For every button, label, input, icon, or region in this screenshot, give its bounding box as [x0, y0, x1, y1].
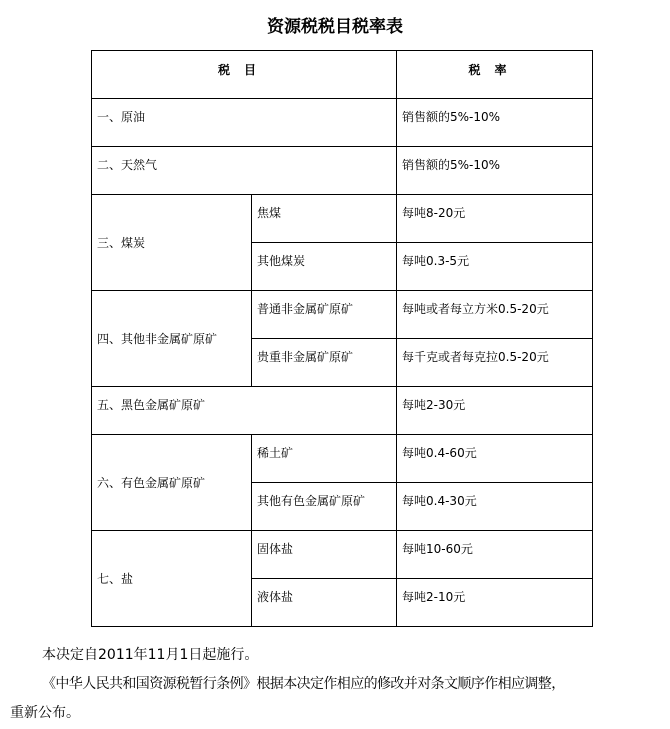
republish-paragraph: 重新公布。	[10, 705, 80, 721]
item-cell	[92, 99, 397, 147]
rate-cell	[397, 483, 593, 531]
item-cell	[92, 435, 252, 531]
item-label: 三、煤炭	[97, 235, 146, 250]
rate-label: 每吨2-10元	[402, 590, 466, 604]
subitem-label: 稀土矿	[257, 446, 294, 460]
rate-cell	[397, 531, 593, 579]
rate-cell	[397, 435, 593, 483]
item-label: 二、天然气	[97, 158, 158, 172]
rate-label: 每吨0.3-5元	[402, 254, 470, 268]
item-cell	[92, 531, 252, 627]
table-row	[92, 435, 593, 483]
subitem-label: 其他有色金属矿原矿	[257, 494, 366, 508]
subitem-cell	[252, 435, 397, 483]
subitem-label: 贵重非金属矿原矿	[257, 350, 354, 364]
table-row	[92, 387, 593, 435]
item-label: 七、盐	[97, 571, 134, 586]
rate-label: 每吨10-60元	[402, 542, 473, 556]
subitem-cell	[252, 483, 397, 531]
rate-label: 每千克或者每克拉0.5-20元	[402, 350, 549, 364]
item-cell	[92, 195, 252, 291]
item-label: 六、有色金属矿原矿	[97, 475, 206, 490]
rate-label: 每吨2-30元	[402, 398, 466, 412]
rate-cell	[397, 291, 593, 339]
rate-label: 每吨0.4-30元	[402, 494, 477, 508]
subitem-label: 其他煤炭	[257, 254, 306, 268]
subitem-cell	[252, 531, 397, 579]
header-rate	[397, 51, 593, 99]
document-title: 资源税税目税率表	[267, 17, 403, 37]
item-label: 一、原油	[97, 110, 146, 124]
item-label: 五、黑色金属矿原矿	[97, 398, 206, 412]
subitem-label: 固体盐	[257, 542, 294, 556]
subitem-label: 液体盐	[257, 590, 294, 604]
subitem-label: 普通非金属矿原矿	[257, 302, 354, 316]
table-header-row	[92, 51, 593, 99]
rate-cell	[397, 387, 593, 435]
rate-label: 销售额的5%-10%	[402, 158, 501, 172]
rate-label: 每吨8-20元	[402, 206, 466, 220]
rate-cell	[397, 243, 593, 291]
effective-date-paragraph: 本决定自2011年11月1日起施行。	[42, 647, 259, 663]
subitem-cell	[252, 243, 397, 291]
subitem-cell	[252, 195, 397, 243]
table-row	[92, 99, 593, 147]
table-row	[92, 147, 593, 195]
item-cell	[92, 387, 397, 435]
header-rate-label: 税率	[468, 63, 521, 77]
rate-cell	[397, 579, 593, 627]
item-cell	[92, 147, 397, 195]
rate-cell	[397, 99, 593, 147]
table-row	[92, 291, 593, 339]
rate-cell	[397, 195, 593, 243]
item-cell	[92, 291, 252, 387]
subitem-cell	[252, 291, 397, 339]
rate-label: 每吨或者每立方米0.5-20元	[402, 302, 549, 316]
tax-rate-table	[91, 50, 593, 627]
rate-label: 每吨0.4-60元	[402, 446, 477, 460]
item-label: 四、其他非金属矿原矿	[97, 331, 218, 346]
rate-cell	[397, 147, 593, 195]
subitem-cell	[252, 339, 397, 387]
subitem-cell	[252, 579, 397, 627]
rate-cell	[397, 339, 593, 387]
table-row	[92, 195, 593, 243]
regulation-paragraph: 《中华人民共和国资源税暂行条例》根据本决定作相应的修改并对条文顺序作相应调整，	[42, 676, 565, 692]
header-item-label: 税目	[218, 63, 271, 77]
subitem-label: 焦煤	[257, 206, 282, 220]
header-item	[92, 51, 397, 99]
table-row	[92, 531, 593, 579]
rate-label: 销售额的5%-10%	[402, 110, 501, 124]
